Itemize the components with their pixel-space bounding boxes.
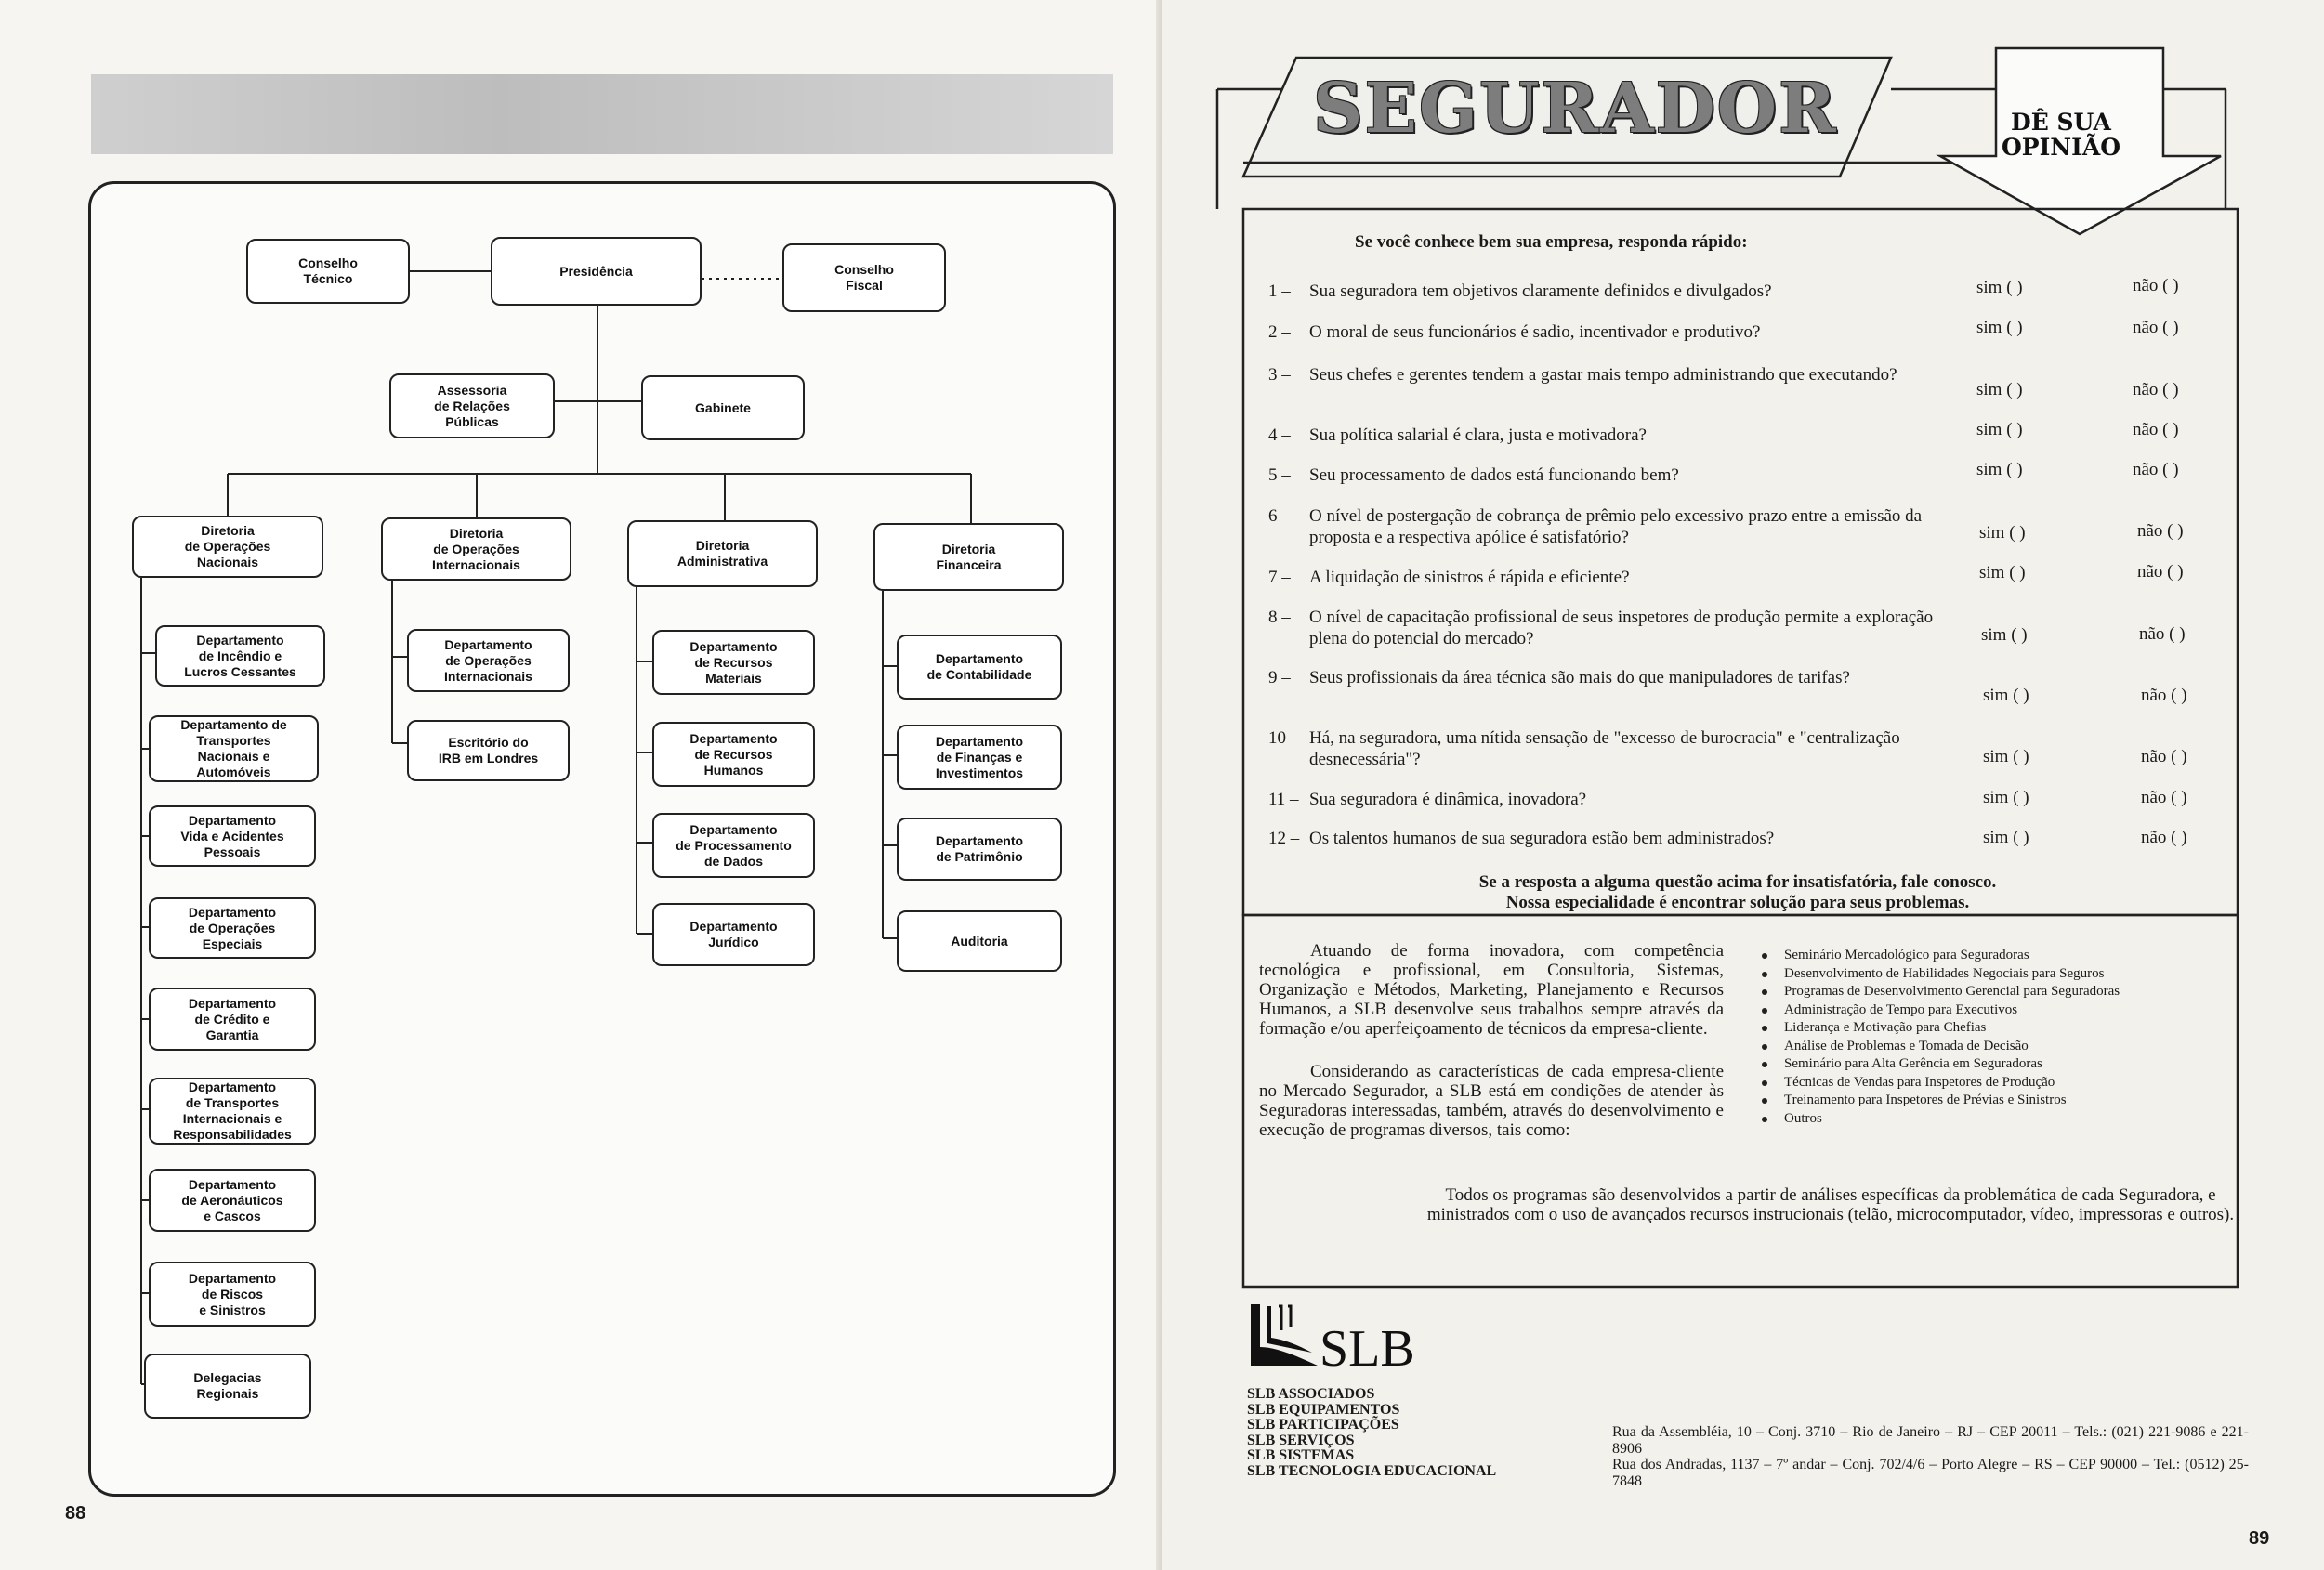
question-number: 1 – <box>1268 281 1291 301</box>
company-name: SLB PARTICIPAÇÕES <box>1247 1417 1399 1433</box>
answer-sim[interactable]: sim ( ) <box>1983 686 2029 705</box>
answer-nao[interactable]: não ( ) <box>2141 747 2187 766</box>
box-dept-processamento: Departamento de Processamento de Dados <box>652 813 815 878</box>
answer-nao[interactable]: não ( ) <box>2137 562 2184 582</box>
box-conselho-fiscal: Conselho Fiscal <box>782 243 946 312</box>
programs-note: Todos os programas são desenvolvidos a partir de análises específicas da problemática de cada Seguradora, e ministrados com o uso de avançados recursos instrucionais (telão, microcomputador, vídeo, impressoras e outros). <box>1426 1185 2235 1224</box>
question-number: 7 – <box>1268 568 1291 587</box>
answer-nao[interactable]: não ( ) <box>2133 460 2179 479</box>
slb-paragraph-2: Considerando as características de cada empresa-cliente no Mercado Segurador, a SLB está em condições de atender às Seguradoras interessadas, também, através do desenvolvimento e execução de programas diversos, tais como: <box>1259 1062 1724 1140</box>
question-text: O moral de seus funcionários é sadio, incentivador e produtivo? <box>1309 322 1761 342</box>
answer-nao[interactable]: não ( ) <box>2133 380 2179 399</box>
question-text: Seu processamento de dados está funcionando bem? <box>1309 465 1679 485</box>
box-assessoria: Assessoria de Relações Públicas <box>389 373 555 438</box>
box-dept-incendio: Departamento de Incêndio e Lucros Cessantes <box>155 625 325 687</box>
answer-nao[interactable]: não ( ) <box>2133 420 2179 439</box>
question-number: 3 – <box>1268 365 1291 385</box>
box-diretoria-nacionais: Diretoria de Operações Nacionais <box>132 516 323 578</box>
company-name: SLB SISTEMAS <box>1247 1447 1355 1463</box>
question-text: O nível de postergação de cobrança de prêmio pelo excessivo prazo entre a emissão da proposta e a respectiva apólice é satisfatório? <box>1309 506 1923 547</box>
question-text: A liquidação de sinistros é rápida e eficiente? <box>1309 568 1630 587</box>
program-item: Treinamento para Inspetores de Prévias e Sinistros <box>1758 1092 2120 1110</box>
answer-nao[interactable]: não ( ) <box>2141 686 2187 705</box>
answer-sim[interactable]: sim ( ) <box>1976 318 2023 337</box>
box-dept-recursos-humanos: Departamento de Recursos Humanos <box>652 722 815 787</box>
company-name: SLB SERVIÇOS <box>1247 1432 1355 1448</box>
box-escritorio-irb: Escritório do IRB em Londres <box>407 720 570 781</box>
program-item: Administração de Tempo para Executivos <box>1758 1001 2120 1020</box>
answer-sim[interactable]: sim ( ) <box>1983 788 2029 807</box>
page-number-right: 89 <box>2249 1528 2270 1549</box>
box-dept-operacoes-especiais: Departamento de Operações Especiais <box>149 897 316 959</box>
box-dept-operacoes-internacionais: Departamento de Operações Internacionais <box>407 629 570 692</box>
box-dept-juridico: Departamento Jurídico <box>652 903 815 966</box>
answer-nao[interactable]: não ( ) <box>2133 318 2179 337</box>
box-dept-transportes-nacionais: Departamento de Transportes Nacionais e Automóveis <box>149 715 319 782</box>
box-dept-contabilidade: Departamento de Contabilidade <box>897 635 1062 700</box>
question-text: Sua política salarial é clara, justa e motivadora? <box>1309 425 1647 445</box>
box-dept-transportes-internacionais: Departamento de Transportes Internacionais e Responsabilidades <box>149 1078 316 1145</box>
box-delegacias: Delegacias Regionais <box>144 1354 311 1419</box>
program-item: Análise de Problemas e Tomada de Decisão <box>1758 1038 2120 1056</box>
company-name: SLB EQUIPAMENTOS <box>1247 1401 1400 1418</box>
box-dept-vida: Departamento Vida e Acidentes Pessoais <box>149 805 316 867</box>
box-auditoria: Auditoria <box>897 910 1062 972</box>
question-number: 9 – <box>1268 668 1291 687</box>
box-conselho-tecnico: Conselho Técnico <box>246 239 410 304</box>
box-dept-recursos-materiais: Departamento de Recursos Materiais <box>652 630 815 695</box>
answer-nao[interactable]: não ( ) <box>2141 828 2187 847</box>
program-item: Técnicas de Vendas para Inspetores de Produção <box>1758 1074 2120 1092</box>
box-presidencia: Presidência <box>491 237 702 306</box>
answer-sim[interactable]: sim ( ) <box>1983 828 2029 847</box>
closing-line-1: Se a resposta a alguma questão acima for insatisfatória, fale conosco. <box>1478 872 1997 892</box>
programs-list <box>1758 947 2120 1128</box>
program-item: Outros <box>1758 1110 2120 1129</box>
question-number: 12 – <box>1268 829 1300 848</box>
answer-sim[interactable]: sim ( ) <box>1976 420 2023 439</box>
slb-logo-text: SLB <box>1320 1320 1415 1378</box>
box-dept-patrimonio: Departamento de Patrimônio <box>897 818 1062 881</box>
question-text: Seus profissionais da área técnica são mais do que manipuladores de tarifas? <box>1309 668 1850 687</box>
box-dept-riscos: Departamento de Riscos e Sinistros <box>149 1262 316 1327</box>
program-item: Seminário Mercadológico para Seguradoras <box>1758 947 2120 965</box>
page-number-left: 88 <box>65 1503 86 1524</box>
answer-sim[interactable]: sim ( ) <box>1976 380 2023 399</box>
program-item: Programas de Desenvolvimento Gerencial para Seguradoras <box>1758 983 2120 1001</box>
question-text: Sua seguradora é dinâmica, inovadora? <box>1309 790 1587 809</box>
answer-sim[interactable]: sim ( ) <box>1981 625 2028 645</box>
slb-logo-icon <box>1247 1301 1321 1371</box>
answer-nao[interactable]: não ( ) <box>2137 521 2184 541</box>
answer-nao[interactable]: não ( ) <box>2141 788 2187 807</box>
brand-title: SEGURADOR <box>1313 69 1838 149</box>
box-dept-financas: Departamento de Finanças e Investimentos <box>897 725 1062 790</box>
questionnaire-intro: Se você conhece bem sua empresa, responda rápido: <box>1355 232 1748 252</box>
program-item: Desenvolvimento de Habilidades Negociais para Seguros <box>1758 965 2120 984</box>
box-dept-aeronauticos: Departamento de Aeronáuticos e Cascos <box>149 1169 316 1232</box>
box-diretoria-administrativa: Diretoria Administrativa <box>627 520 818 587</box>
answer-sim[interactable]: sim ( ) <box>1983 747 2029 766</box>
question-number: 8 – <box>1268 608 1291 627</box>
answer-sim[interactable]: sim ( ) <box>1979 563 2026 582</box>
closing-line-2: Nossa especialidade é encontrar solução para seus problemas. <box>1505 893 1970 912</box>
opinion-arrow-label: DÊ SUA OPINIÃO <box>2002 109 2120 161</box>
company-name: SLB ASSOCIADOS <box>1247 1386 1375 1402</box>
question-number: 6 – <box>1268 506 1291 526</box>
answer-sim[interactable]: sim ( ) <box>1979 523 2026 543</box>
question-text: Sua seguradora tem objetivos claramente definidos e divulgados? <box>1309 281 1772 301</box>
question-text: O nível de capacitação profissional de seus inspetores de produção permite a exploração plena do potencial do mercado? <box>1309 608 1934 648</box>
program-item: Liderança e Motivação para Chefias <box>1758 1019 2120 1038</box>
question-text: Os talentos humanos de sua seguradora estão bem administrados? <box>1309 829 1775 848</box>
question-number: 11 – <box>1268 790 1299 809</box>
box-gabinete: Gabinete <box>641 375 805 440</box>
question-number: 4 – <box>1268 425 1291 445</box>
answer-nao[interactable]: não ( ) <box>2139 624 2186 644</box>
box-dept-credito: Departamento de Crédito e Garantia <box>149 988 316 1051</box>
question-number: 10 – <box>1268 728 1300 748</box>
slb-paragraph-1: Atuando de forma inovadora, com competência tecnológica e profissional, em Consultoria, Sistemas, Organização e Métodos, Marketing, Planejamento e Recursos Humanos, a SLB desenvolve seus trabalhos sempre através da formação e/ou aperfeiçoamento de técnicos da empresa-cliente. <box>1259 941 1724 1039</box>
box-diretoria-internacionais: Diretoria de Operações Internacionais <box>381 517 571 581</box>
box-diretoria-financeira: Diretoria Financeira <box>873 523 1064 591</box>
question-number: 5 – <box>1268 465 1291 485</box>
question-text: Há, na seguradora, uma nítida sensação de "excesso de burocracia" e "centralização desnecessária"? <box>1309 728 1900 769</box>
company-list <box>1247 1387 1496 1479</box>
address-rio: Rua da Assembléia, 10 – Conj. 3710 – Rio de Janeiro – RJ – CEP 20011 – Tels.: (021) 221-9086 e 221-8906 <box>1612 1424 2249 1457</box>
address-poa: Rua dos Andradas, 1137 – 7º andar – Conj. 702/4/6 – Porto Alegre – RS – CEP 90000 – Tel.: (0512) 25-7848 <box>1612 1457 2249 1489</box>
answer-sim[interactable]: sim ( ) <box>1976 460 2023 479</box>
question-text: Seus chefes e gerentes tendem a gastar mais tempo administrando que executando? <box>1309 365 1897 385</box>
question-number: 2 – <box>1268 322 1291 342</box>
answer-nao[interactable]: não ( ) <box>2133 276 2179 295</box>
program-item: Seminário para Alta Gerência em Seguradoras <box>1758 1055 2120 1074</box>
address-block <box>1612 1424 2249 1489</box>
answer-sim[interactable]: sim ( ) <box>1976 278 2023 297</box>
company-name: SLB TECNOLOGIA EDUCACIONAL <box>1247 1462 1497 1479</box>
